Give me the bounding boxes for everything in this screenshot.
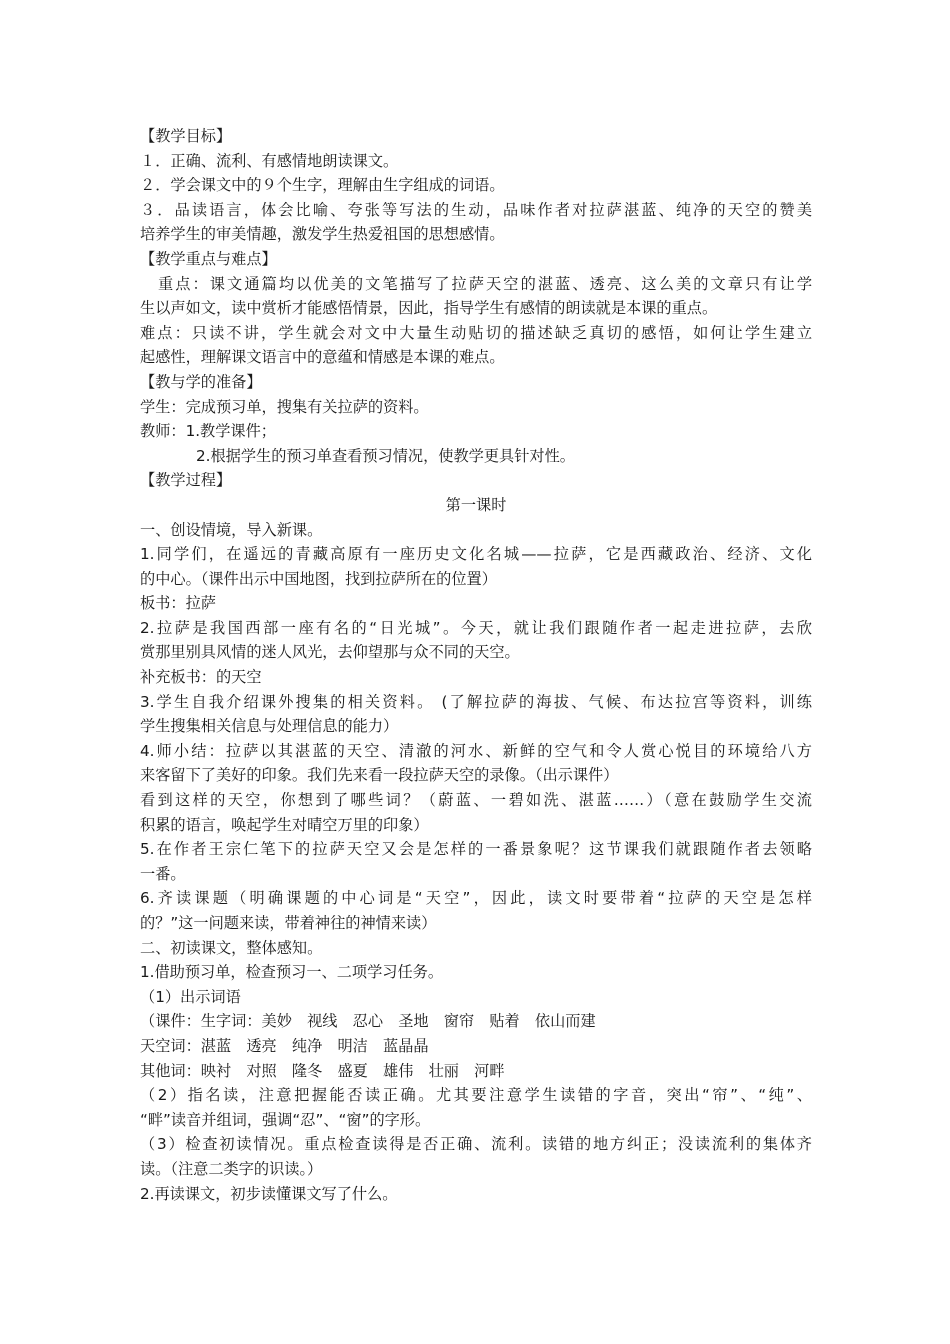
- section-heading: 二、初读课文，整体感知。: [140, 938, 323, 957]
- objective-item: ２．学会课文中的９个生字，理解由生字组成的词语。: [140, 176, 505, 195]
- section-heading: 一、创设情境，导入新课。: [140, 520, 323, 539]
- process-paragraph: 6.齐读课题（明确课题的中心词是“天空”，因此，读文时要带着“拉萨的天空是怎样: [140, 889, 812, 908]
- preparation-teacher: 教师：1.教学课件；: [140, 422, 276, 441]
- heading-key-points: 【教学重点与难点】: [140, 249, 277, 268]
- process-paragraph: 赏那里别具风情的迷人风光，去仰望那与众不同的天空。: [140, 643, 520, 662]
- process-paragraph: 2.拉萨是我国西部一座有名的“日光城”。今天，就让我们跟随作者一起走进拉萨，去欣: [140, 618, 812, 637]
- heading-process: 【教学过程】: [140, 471, 232, 490]
- process-paragraph: 4.师小结：拉萨以其湛蓝的天空、清澈的河水、新鲜的空气和令人赏心悦目的环境给八方: [140, 741, 812, 760]
- vocabulary-list: 其他词：映衬 对照 隆冬 盛夏 雄伟 壮丽 河畔: [140, 1061, 505, 1080]
- preparation-student: 学生：完成预习单，搜集有关拉萨的资料。: [140, 397, 429, 416]
- preparation-teacher-item: 2.根据学生的预习单查看预习情况，使教学更具针对性。: [196, 446, 575, 465]
- process-paragraph: 来客留下了美好的印象。我们先来看一段拉萨天空的录像。（出示课件）: [140, 766, 619, 785]
- session-title: 第一课时: [445, 495, 507, 514]
- process-paragraph: 一番。: [140, 864, 186, 883]
- process-paragraph: 1.借助预习单，检查预习一、二项学习任务。: [140, 963, 444, 982]
- key-point-text: 重点：课文通篇均以优美的文笔描写了拉萨天空的湛蓝、透亮、这么美的文章只有让学: [158, 274, 812, 293]
- process-paragraph: 学生搜集相关信息与处理信息的能力）: [140, 717, 399, 736]
- key-point-text: 生以声如文，读中赏析才能感悟情景，因此，指导学生有感情的朗读就是本课的重点。: [140, 299, 718, 318]
- sub-item: “畔”读音并组词，强调“忍”、“窗”的字形。: [140, 1110, 431, 1129]
- process-paragraph: 的？”这一问题来读，带着神往的神情来读）: [140, 914, 437, 932]
- objective-item: ３．品读语言，体会比喻、夸张等写法的生动，品味作者对拉萨湛蓝、纯净的天空的赞美: [140, 200, 812, 219]
- lesson-plan-document: [140, 124, 812, 1206]
- process-paragraph: 5.在作者王宗仁笔下的拉萨天空又会是怎样的一番景象呢？这节课我们就跟随作者去领略: [140, 840, 812, 859]
- objective-item-cont: 培养学生的审美情趣，激发学生热爱祖国的思想感情。: [140, 225, 505, 244]
- process-paragraph: 的中心。（课件出示中国地图，找到拉萨所在的位置）: [140, 569, 497, 588]
- heading-objectives: 【教学目标】: [140, 127, 232, 145]
- process-paragraph: 2.再读课文，初步读懂课文写了什么。: [140, 1184, 398, 1203]
- sub-item: 读。（注意二类字的识读。）: [140, 1159, 323, 1178]
- process-paragraph: 1.同学们，在遥远的青藏高原有一座历史文化名城——拉萨，它是西藏政治、经济、文化: [140, 545, 812, 564]
- difficulty-text: 起感性，理解课文语言中的意蕴和情感是本课的难点。: [140, 348, 505, 367]
- sub-item: （2）指名读，注意把握能否读正确。尤其要注意学生读错的字音，突出“帘”、“纯”、: [140, 1086, 812, 1105]
- process-paragraph: 积累的语言，唤起学生对晴空万里的印象）: [140, 815, 429, 834]
- sub-item: （3）检查初读情况。重点检查读得是否正确、流利。读错的地方纠正；没读流利的集体齐: [140, 1135, 812, 1154]
- vocabulary-list: （课件：生字词：美妙 视线 忍心 圣地 窗帘 贴着 依山而建: [140, 1012, 596, 1031]
- process-paragraph: 3.学生自我介绍课外搜集的相关资料。 (了解拉萨的海拔、气候、布达拉宫等资料，训练: [140, 692, 812, 711]
- sub-item: （1）出示词语: [140, 987, 241, 1006]
- blackboard-note: 板书：拉萨: [140, 594, 216, 613]
- objective-item: １．正确、流利、有感情地朗读课文。: [140, 151, 399, 170]
- process-paragraph: 看到这样的天空，你想到了哪些词？（蔚蓝、一碧如洗、湛蓝……）（意在鼓励学生交流: [140, 791, 812, 810]
- heading-preparation: 【教与学的准备】: [140, 372, 262, 391]
- vocabulary-list: 天空词：湛蓝 透亮 纯净 明洁 蓝晶晶: [140, 1036, 429, 1055]
- blackboard-note: 补充板书：的天空: [140, 668, 262, 687]
- difficulty-text: 难点：只读不讲，学生就会对文中大量生动贴切的描述缺乏真切的感悟，如何让学生建立: [140, 323, 812, 342]
